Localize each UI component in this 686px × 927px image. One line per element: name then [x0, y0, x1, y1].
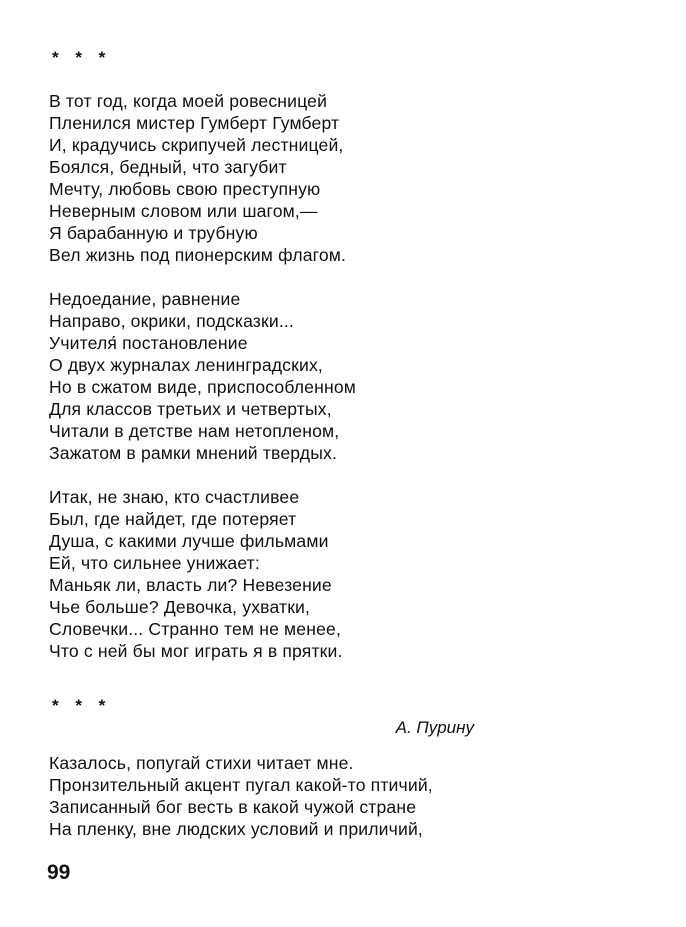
poem-line: В тот год, когда моей ровесницей — [49, 91, 328, 111]
poem-line: О двух журналах ленинградских, — [49, 355, 323, 375]
poem-line: Ей, что сильнее унижает: — [49, 553, 260, 573]
poem-line: Маньяк ли, власть ли? Невезение — [49, 575, 332, 595]
poem-line: На пленку, вне людских условий и приличий, — [49, 819, 423, 839]
poem-line: Душа, с какими лучше фильмами — [49, 531, 329, 551]
poem-line: Словечки... Странно тем не менее, — [49, 619, 342, 639]
poem-line: Я барабанную и трубную — [49, 223, 258, 243]
poem-line: Зажатом в рамки мнений твердых. — [49, 443, 337, 463]
poem-line: Записанный бог весть в какой чужой стране — [49, 797, 417, 817]
poem-line: Для классов третьих и четвертых, — [49, 399, 332, 419]
section-separator: * * * — [52, 696, 112, 715]
page-number: 99 — [47, 861, 71, 884]
poem-line: Итак, не знаю, кто счастливее — [49, 487, 300, 507]
poem-line: Был, где найдет, где потеряет — [49, 509, 297, 529]
stanza-1 — [49, 90, 346, 266]
poem-line: И, крадучись скрипучей лестницей, — [49, 135, 344, 155]
stanza-3 — [49, 486, 343, 662]
poem-line: Направо, окрики, подсказки... — [49, 311, 294, 331]
poem-dedication: А. Пурину — [395, 718, 474, 737]
poem-line: Мечту, любовь свою преступную — [49, 179, 321, 199]
poem-line: Пленился мистер Гумберт Гумберт — [49, 113, 340, 133]
poem-line: Учителя́ постановление — [49, 333, 248, 353]
poem-line: Недоедание, равнение — [49, 289, 241, 309]
poem-line: Боялся, бедный, что загубит — [49, 157, 287, 177]
section-separator: * * * — [52, 48, 112, 67]
poem-line: Читали в детстве нам нетопленом, — [49, 421, 340, 441]
poem-line: Неверным словом или шагом,— — [49, 201, 318, 221]
poem-line: Но в сжатом виде, приспособленном — [49, 377, 357, 397]
poem-line: Вел жизнь под пионерским флагом. — [49, 245, 347, 265]
poem-line: Чье больше? Девочка, ухватки, — [49, 597, 311, 617]
poem-line: Что с ней бы мог играть я в прятки. — [49, 641, 343, 661]
poem-line: Казалось, попугай стихи читает мне. — [49, 753, 354, 773]
stanza-2 — [49, 288, 356, 464]
poem-line: Пронзительный акцент пугал какой-то птичий, — [49, 775, 433, 795]
stanza-4 — [49, 752, 433, 840]
